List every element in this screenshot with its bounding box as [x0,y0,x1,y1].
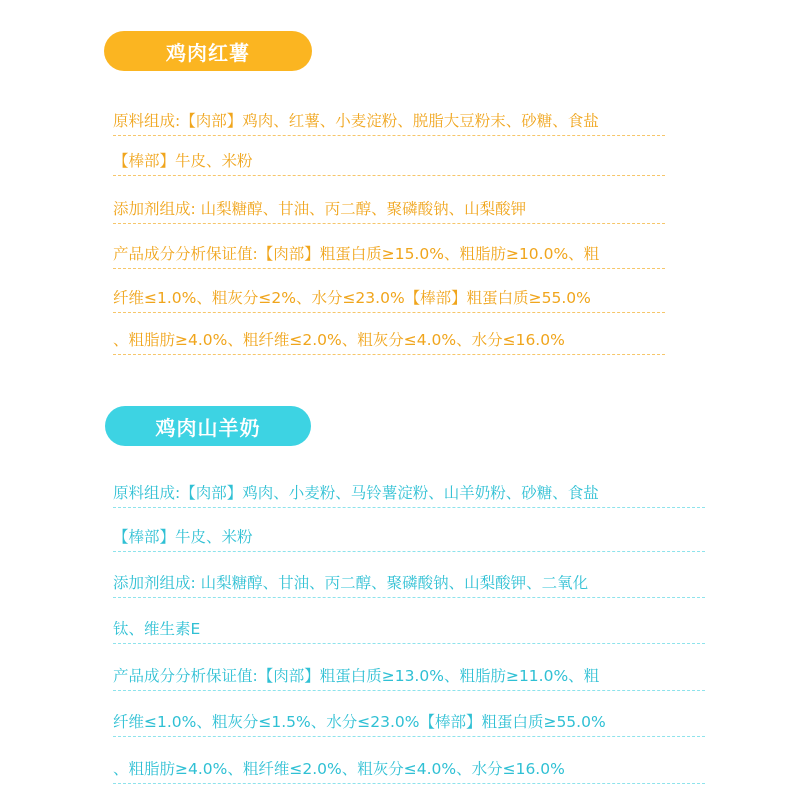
ingredients-line: 原料组成:【肉部】鸡肉、小麦粉、马铃薯淀粉、山羊奶粉、砂糖、食盐 [113,478,705,508]
analysis-line-2: 纤维≤1.0%、粗灰分≤1.5%、水分≤23.0%【棒部】粗蛋白质≥55.0% [113,707,705,737]
analysis-line-3: 、粗脂肪≥4.0%、粗纤维≤2.0%、粗灰分≤4.0%、水分≤16.0% [113,754,705,784]
additives-line-2: 钛、维生素E [113,614,705,644]
analysis-line-1: 产品成分分析保证值:【肉部】粗蛋白质≥15.0%、粗脂肪≥10.0%、粗 [113,239,665,269]
analysis-line-3: 、粗脂肪≥4.0%、粗纤维≤2.0%、粗灰分≤4.0%、水分≤16.0% [113,325,665,355]
section-title: 鸡肉红薯 [166,40,250,65]
additives-line: 添加剂组成: 山梨糖醇、甘油、丙二醇、聚磷酸钠、山梨酸钾 [113,194,665,224]
stick-ingredients-line: 【棒部】牛皮、米粉 [113,522,705,552]
stick-ingredients-line: 【棒部】牛皮、米粉 [113,146,665,176]
additives-line-1: 添加剂组成: 山梨糖醇、甘油、丙二醇、聚磷酸钠、山梨酸钾、二氧化 [113,568,705,598]
ingredients-line: 原料组成:【肉部】鸡肉、红薯、小麦淀粉、脱脂大豆粉末、砂糖、食盐 [113,106,665,136]
section-title-badge [105,406,311,446]
analysis-line-1: 产品成分分析保证值:【肉部】粗蛋白质≥13.0%、粗脂肪≥11.0%、粗 [113,661,705,691]
section-title-badge [104,31,312,71]
section-title: 鸡肉山羊奶 [155,415,261,440]
analysis-line-2: 纤维≤1.0%、粗灰分≤2%、水分≤23.0%【棒部】粗蛋白质≥55.0% [113,283,665,313]
